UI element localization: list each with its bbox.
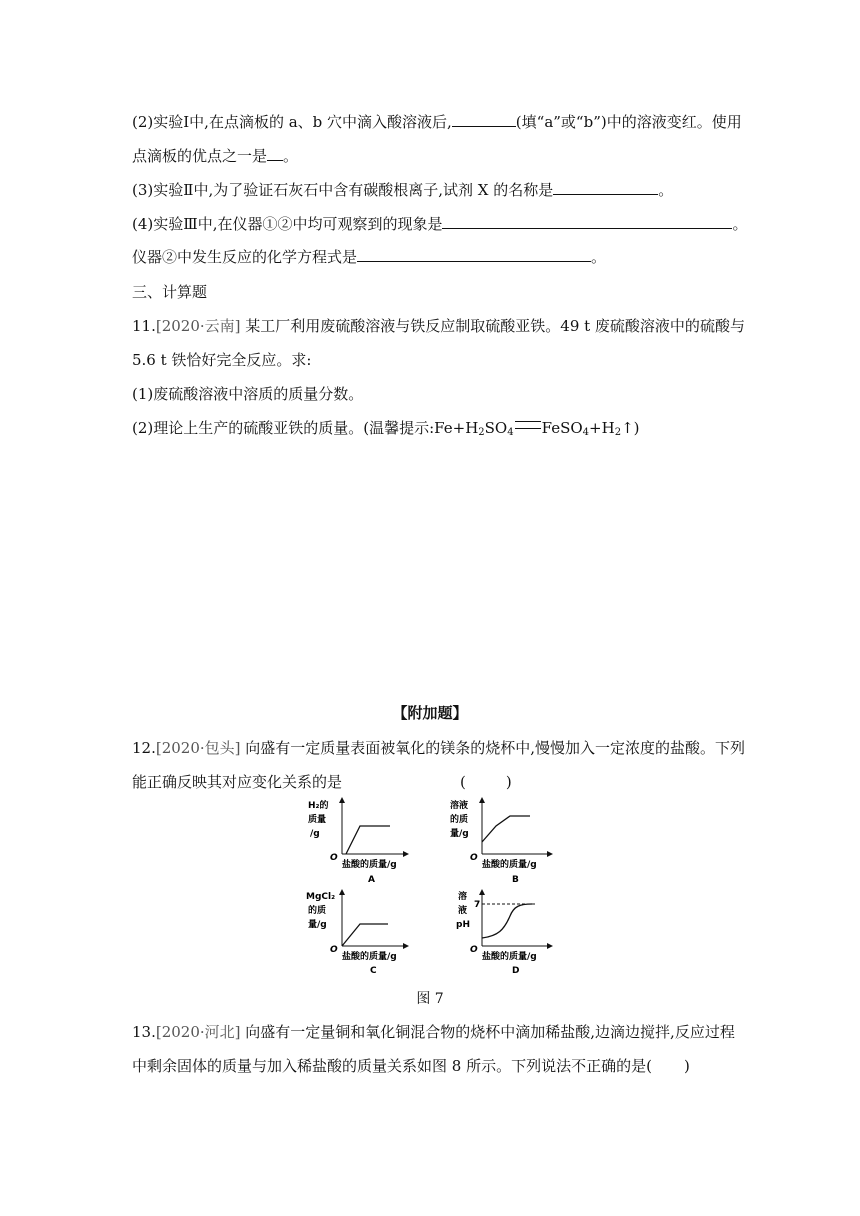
figure-7 bbox=[298, 796, 568, 976]
svg-text:H₂的: H₂的 bbox=[308, 801, 329, 811]
section-heading: 三、计算题 bbox=[132, 283, 208, 301]
svg-text:溶液: 溶液 bbox=[450, 801, 469, 811]
svg-text:液: 液 bbox=[458, 906, 468, 916]
q11-sub2: (2)理论上生产的硫酸亚铁的质量。(温馨提示$:Fe+H_2SO_4$ $FeSO_4+H_2↑$) bbox=[132, 419, 640, 438]
q3-line: (3)实验Ⅱ中,为了验证石灰石中含有碳酸根离子,试剂 X 的名称是 。 bbox=[132, 181, 674, 199]
q11-line1: 11.[2020·云南] 某工厂利用废硫酸溶液与铁反应制取硫酸亚铁。49 t 废硫酸溶液中的硫酸与 bbox=[132, 317, 745, 335]
answer-blank[interactable] bbox=[452, 111, 516, 127]
svg-text:MgCl₂: MgCl₂ bbox=[306, 892, 336, 902]
graph-a bbox=[308, 799, 406, 885]
svg-text:盐酸的质量/g: 盐酸的质量/g bbox=[482, 952, 537, 962]
svg-text:D: D bbox=[512, 966, 520, 976]
svg-text:量/g: 量/g bbox=[308, 920, 327, 930]
svg-text:O: O bbox=[470, 853, 478, 863]
graph-d bbox=[456, 890, 550, 976]
svg-text:/g: /g bbox=[310, 829, 320, 839]
svg-text:的质: 的质 bbox=[308, 906, 327, 916]
answer-blank[interactable] bbox=[267, 145, 283, 161]
q2-line2: 点滴板的优点之一是 。 bbox=[132, 147, 299, 165]
svg-text:质量: 质量 bbox=[308, 815, 327, 825]
extra-section-title: 【附加题】 bbox=[392, 704, 468, 722]
svg-text:B: B bbox=[512, 875, 519, 885]
q4-line1: (4)实验Ⅲ中,在仪器①②中均可观察到的现象是 。 bbox=[132, 215, 748, 233]
svg-text:C: C bbox=[370, 966, 377, 976]
svg-text:盐酸的质量/g: 盐酸的质量/g bbox=[482, 860, 537, 870]
svg-text:盐酸的质量/g: 盐酸的质量/g bbox=[342, 860, 397, 870]
svg-text:O: O bbox=[330, 853, 338, 863]
q12-line2: 能正确反映其对应变化关系的是 ( ) bbox=[132, 773, 512, 791]
question-source: [2020·云南] bbox=[155, 317, 241, 335]
svg-text:A: A bbox=[368, 875, 375, 885]
answer-blank[interactable] bbox=[553, 179, 658, 195]
q12-line1: 12.[2020·包头] 向盛有一定质量表面被氧化的镁条的烧杯中,慢慢加入一定浓度的盐酸。下列 bbox=[132, 739, 746, 757]
svg-text:O: O bbox=[330, 945, 338, 955]
figure-caption: 图 7 bbox=[416, 991, 444, 1007]
q11-sub1: (1)废硫酸溶液中溶质的质量分数。 bbox=[132, 385, 364, 403]
q13-line2: 中剩余固体的质量与加入稀盐酸的质量关系如图 8 所示。下列说法不正确的是( ) bbox=[132, 1057, 690, 1075]
answer-blank[interactable] bbox=[442, 213, 732, 229]
answer-blank[interactable] bbox=[357, 246, 591, 262]
question-source: [2020·河北] bbox=[155, 1023, 241, 1041]
svg-text:溶: 溶 bbox=[458, 892, 468, 902]
graph-c bbox=[306, 892, 406, 976]
q13-line1: 13.[2020·河北] 向盛有一定量铜和氧化铜混合物的烧杯中滴加稀盐酸,边滴边搅拌,反应过程 bbox=[132, 1023, 735, 1041]
svg-text:7: 7 bbox=[474, 900, 481, 910]
q2-line1: (2)实验Ⅰ中,在点滴板的 a、b 穴中滴入酸溶液后, (填“a”或“b”)中的溶液变红。使用 bbox=[132, 113, 742, 131]
q11-line2: 5.6 t 铁恰好完全反应。求: bbox=[132, 351, 312, 369]
double-equal-sign bbox=[515, 421, 541, 429]
svg-text:pH: pH bbox=[456, 920, 470, 930]
svg-text:的质: 的质 bbox=[450, 815, 469, 825]
graph-b bbox=[450, 799, 550, 885]
q4-line2: 仪器②中发生反应的化学方程式是 。 bbox=[132, 248, 607, 266]
svg-text:盐酸的质量/g: 盐酸的质量/g bbox=[342, 952, 397, 962]
svg-text:量/g: 量/g bbox=[450, 829, 469, 839]
question-source: [2020·包头] bbox=[155, 739, 241, 757]
svg-text:O: O bbox=[470, 945, 478, 955]
